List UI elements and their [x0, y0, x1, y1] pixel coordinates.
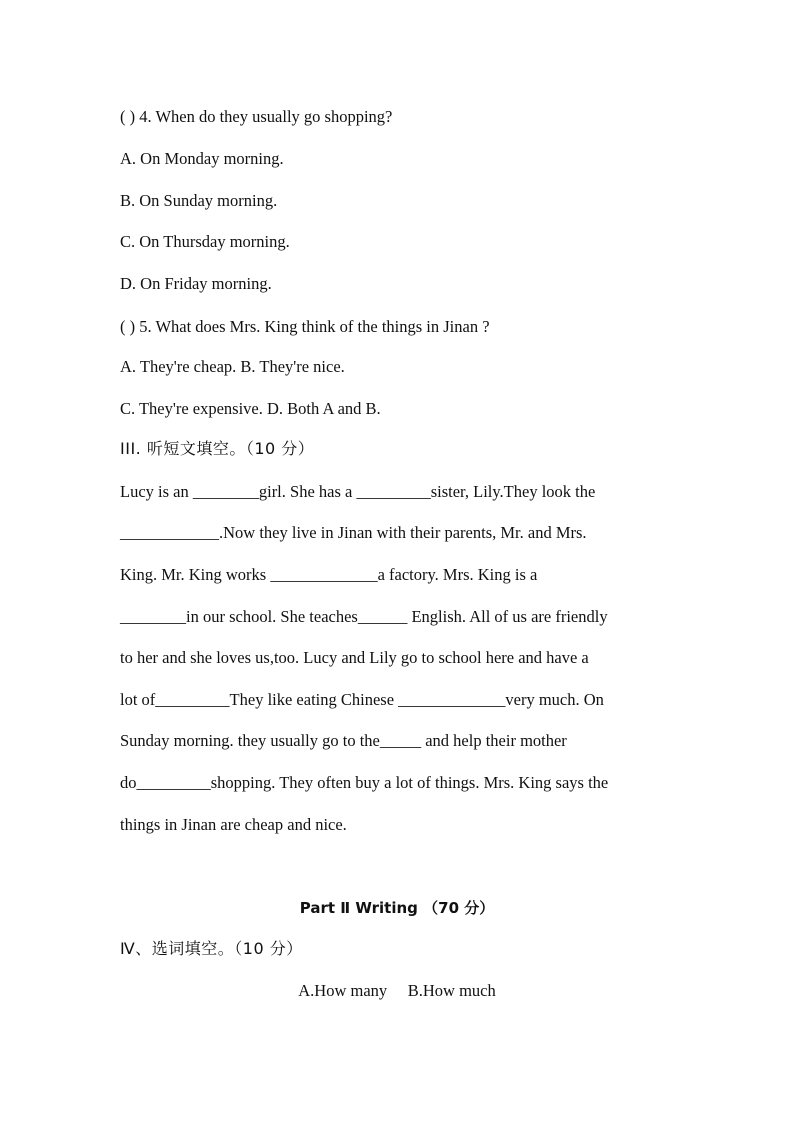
q4-option-d: D. On Friday morning.	[120, 274, 272, 293]
passage-line: do_________shopping. They often buy a lot of things. Mrs. King says the	[120, 773, 609, 792]
word-options: A.How many B.How much	[298, 981, 496, 1000]
passage-line: things in Jinan are cheap and nice.	[120, 815, 347, 834]
passage-line: ____________.Now they live in Jinan with their parents, Mr. and Mrs.	[120, 523, 587, 542]
passage-line: to her and she loves us,too. Lucy and Lily go to school here and have a	[120, 648, 589, 667]
section-3-heading: III. 听短文填空。（10 分）	[120, 439, 315, 458]
passage-line: ________in our school. She teaches______ English. All of us are friendly	[120, 607, 608, 626]
q5-question: ( ) 5. What does Mrs. King think of the things in Jinan ?	[120, 317, 490, 336]
q4-question: ( ) 4. When do they usually go shopping?	[120, 107, 393, 126]
part-2-title: Part Ⅱ Writing （70 分）	[299, 899, 495, 917]
passage-line: King. Mr. King works _____________a factory. Mrs. King is a	[120, 565, 538, 584]
q4-option-b: B. On Sunday morning.	[120, 191, 278, 210]
q5-options-ab: A. They're cheap. B. They're nice.	[120, 357, 345, 376]
q4-option-a: A. On Monday morning.	[120, 149, 284, 168]
q4-option-c: C. On Thursday morning.	[120, 232, 290, 251]
passage-line: Sunday morning. they usually go to the_____ and help their mother	[120, 731, 567, 750]
section-4-heading: Ⅳ、选词填空。（10 分）	[120, 939, 303, 958]
q5-options-cd: C. They're expensive. D. Both A and B.	[120, 399, 381, 418]
passage-line: Lucy is an ________girl. She has a _________sister, Lily.They look the	[120, 482, 596, 501]
passage-line: lot of_________They like eating Chinese _____________very much. On	[120, 690, 604, 709]
